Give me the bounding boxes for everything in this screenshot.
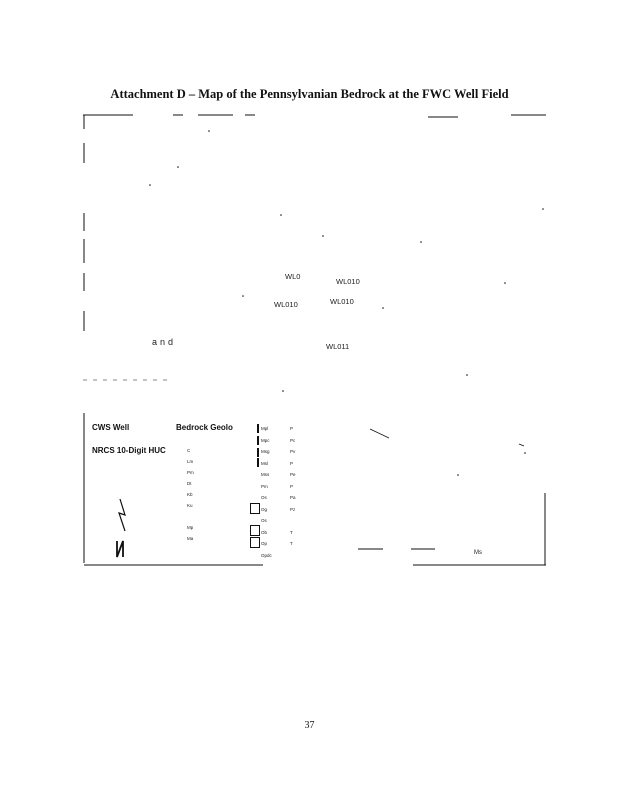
well-label: WL010: [274, 300, 298, 309]
legend-unit-label: Opdc: [261, 552, 272, 558]
north-arrow-icon: [117, 499, 125, 557]
legend-unit-label: C: [187, 448, 191, 453]
legend-swatch: [257, 436, 259, 445]
place-label: and: [152, 337, 177, 347]
legend-unit-label: Mp: [187, 525, 194, 530]
legend-unit-label: Op: [261, 541, 268, 546]
legend-swatch: [250, 503, 260, 514]
legend-unit-label: P: [290, 460, 294, 466]
legend-cws-well: CWS Well: [92, 423, 130, 432]
legend-unit-label: Mss: [261, 472, 270, 477]
legend-swatch: [257, 458, 259, 467]
legend-unit-label: Mpc: [261, 437, 270, 443]
legend-unit-label: Ku: [187, 503, 193, 508]
legend-bedrock-geology: Bedrock Geolo: [176, 423, 233, 432]
legend-unit-label: Ob: [261, 529, 268, 535]
legend-swatch: [257, 448, 259, 457]
legend-unit-label: Kb: [187, 492, 193, 497]
legend-unit-label: T: [290, 529, 293, 535]
legend-unit-label: Pz: [290, 506, 296, 512]
legend-unit-label: Pm: [261, 483, 268, 489]
well-label: WL011: [326, 342, 350, 351]
legend-unit-label: P: [290, 483, 294, 489]
legend-unit-label: P: [290, 426, 294, 431]
legend-swatch: [250, 525, 260, 536]
legend-nrcs-huc: NRCS 10-Digit HUC: [92, 446, 166, 455]
legend-unit-label: Os: [261, 495, 267, 500]
well-label: WL010: [330, 297, 354, 306]
legend-unit-label: Og: [261, 506, 268, 512]
legend-unit-label: Msl: [261, 460, 268, 466]
legend-unit-label: Pa: [290, 495, 296, 500]
legend-unit-label: Mpl: [261, 426, 269, 431]
legend-unit-label: Pv: [290, 449, 296, 454]
well-label: WL0: [285, 272, 301, 281]
legend-unit-label: Pe: [290, 472, 296, 477]
scale-bar-label: Ms: [474, 550, 482, 556]
page-title: Attachment D – Map of the Pennsylvanian Bedrock at the FWC Well Field: [110, 87, 509, 101]
well-label: WL010: [336, 277, 360, 286]
legend-unit-label: Pc: [290, 437, 296, 443]
legend-unit-label: Msg: [261, 449, 270, 454]
legend-unit-label: Lm: [187, 459, 194, 464]
legend-unit-label: Ma: [187, 536, 194, 541]
legend-unit-label: Pm: [187, 470, 194, 475]
legend-unit-label: Dt: [187, 481, 192, 486]
page-number: 37: [304, 720, 315, 731]
legend-swatch: [257, 424, 259, 433]
legend-unit-label: Os: [261, 518, 267, 523]
legend-swatch: [250, 537, 260, 548]
legend-unit-label: T: [290, 541, 293, 546]
